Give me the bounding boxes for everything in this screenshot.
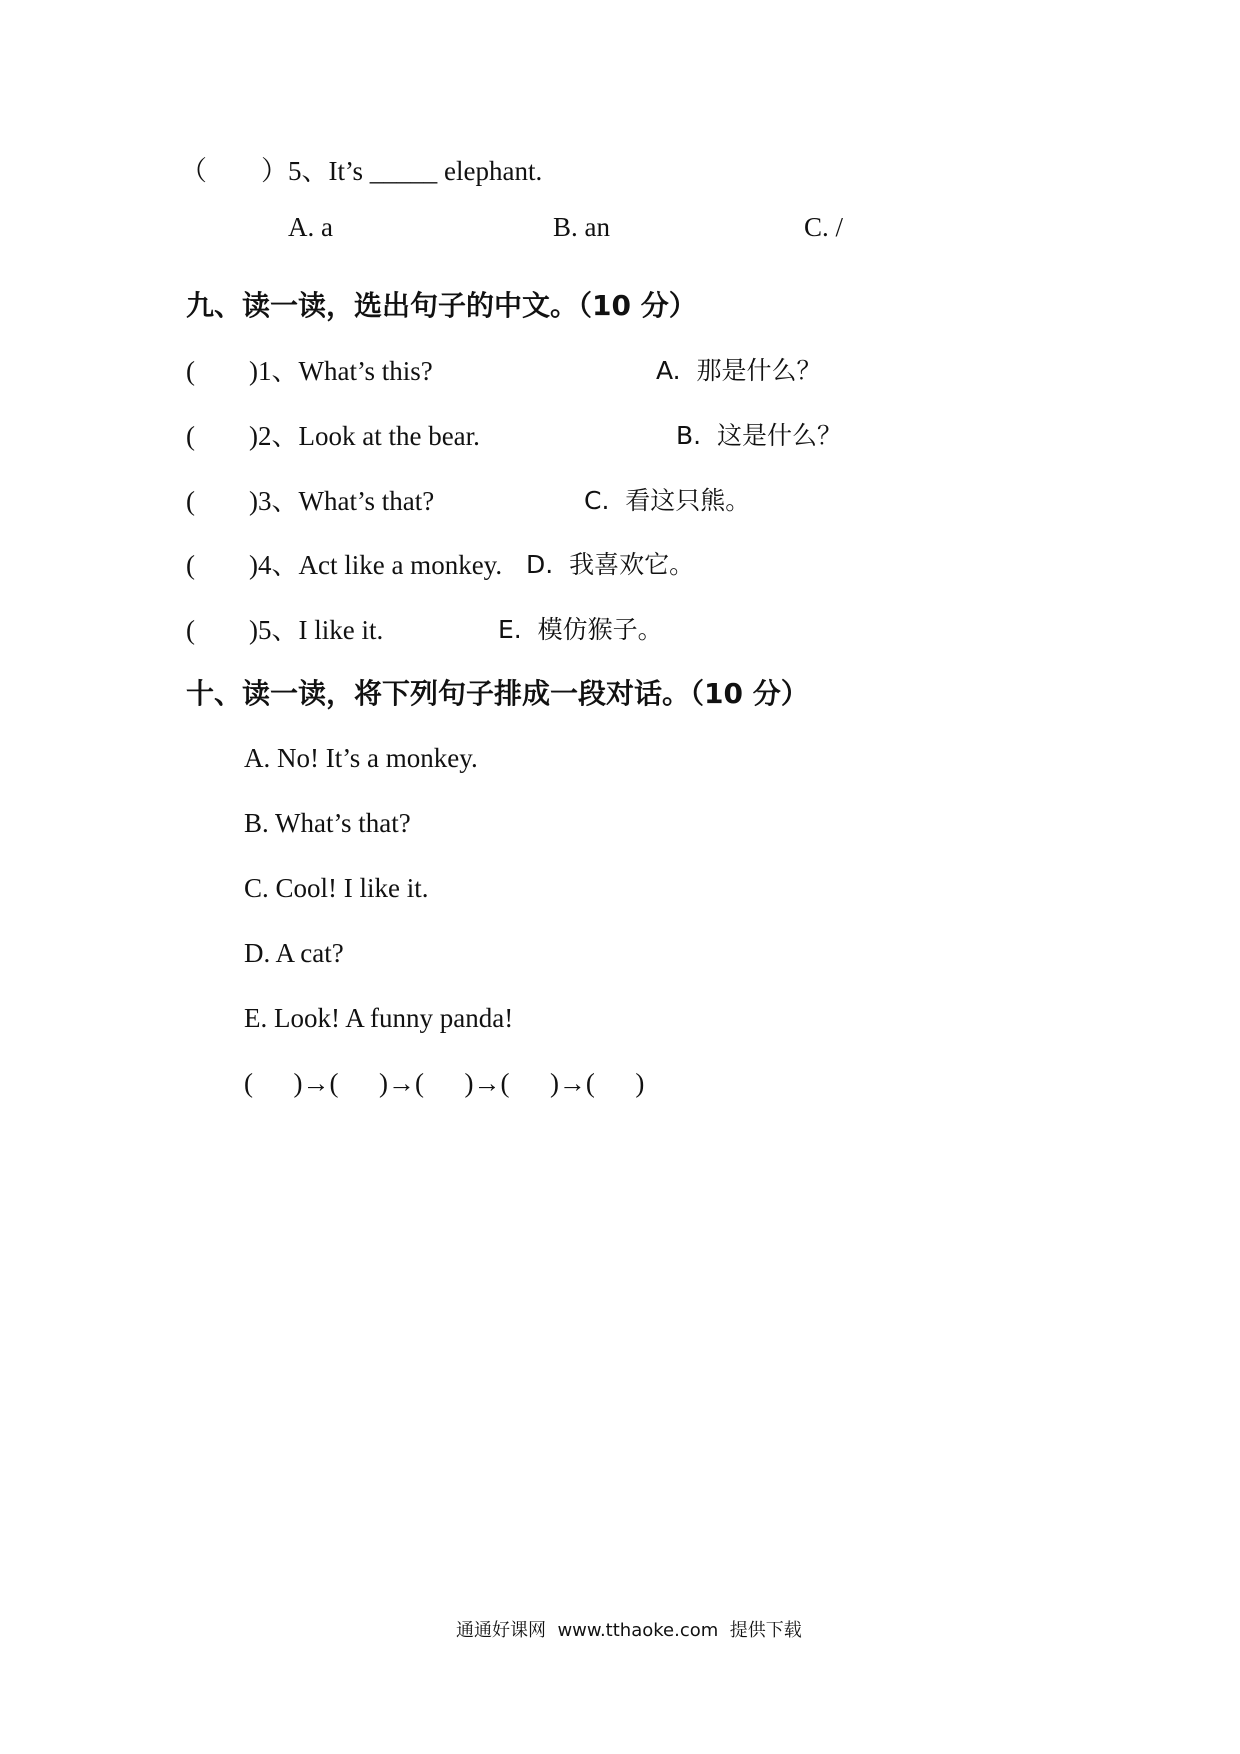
section-9-answer-a: A. 那是什么？ xyxy=(656,356,822,385)
q8-item5-option-b: B. an xyxy=(553,212,610,242)
section-10-order-blanks: ( )→( )→( )→( )→( ) xyxy=(244,1068,645,1098)
q8-item5-question: （ ）5、It’s _____ elephant. xyxy=(180,156,543,186)
section-9-question-1: ( )1、What’s this? xyxy=(186,356,433,386)
footer-credit: 通通好课网 www.tthaoke.com 提供下载 xyxy=(456,1620,802,1641)
q8-item5-option-c: C. / xyxy=(804,212,844,242)
section-9-question-4: ( )4、Act like a monkey. xyxy=(186,550,503,580)
q8-item5-option-a: A. a xyxy=(288,212,333,242)
section-10-sentence-a: A. No! It’s a monkey. xyxy=(244,743,478,773)
section-10-sentence-e: E. Look! A funny panda! xyxy=(244,1003,514,1033)
section-9-heading: 九、读一读，选出句子的中文。（10 分） xyxy=(186,289,697,322)
section-10-sentence-b: B. What’s that? xyxy=(244,808,411,838)
section-9-answer-c: C. 看这只熊。 xyxy=(584,486,751,515)
section-10-heading: 十、读一读，将下列句子排成一段对话。（10 分） xyxy=(186,677,809,710)
section-9-question-2: ( )2、Look at the bear. xyxy=(186,421,480,451)
section-9-answer-e: E. 模仿猴子。 xyxy=(498,615,663,644)
section-9-answer-d: D. 我喜欢它。 xyxy=(526,550,695,579)
section-9-question-3: ( )3、What’s that? xyxy=(186,486,435,516)
section-9-question-5: ( )5、I like it. xyxy=(186,615,384,645)
section-9-answer-b: B. 这是什么？ xyxy=(676,421,842,450)
section-10-sentence-c: C. Cool! I like it. xyxy=(244,873,429,903)
section-10-sentence-d: D. A cat? xyxy=(244,938,344,968)
